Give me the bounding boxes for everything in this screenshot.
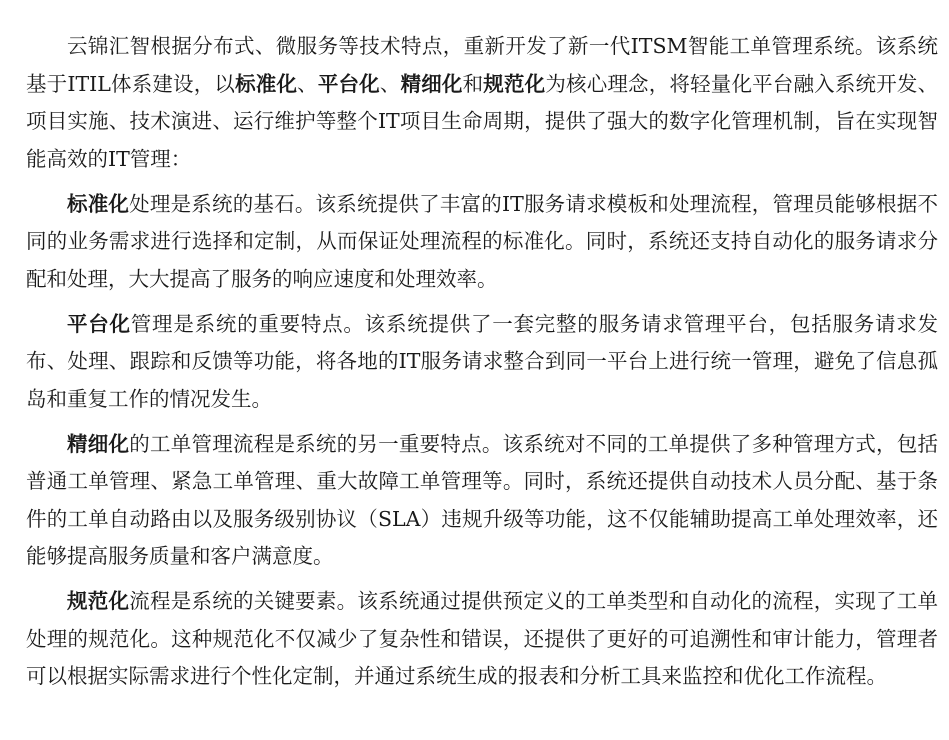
paragraph-keyword: 规范化 — [67, 589, 130, 613]
intro-paragraph — [26, 28, 938, 178]
keyword-standardization: 标准化 — [235, 71, 298, 96]
paragraph-keyword: 标准化 — [67, 191, 130, 216]
keyword-normalization: 规范化 — [483, 71, 546, 96]
separator: 和 — [462, 71, 484, 96]
paragraph-standardization — [26, 186, 938, 299]
paragraph-text: 的工单管理流程是系统的另一重要特点。该系统对不同的工单提供了多种管理方式，包括普通工单管理、紧急工单管理、重大故障工单管理等。同时，系统还提供自动技术人员分配、基于条件的工单自动路由以及服务级别协议（SLA）违规升级等功能，这不仅能辅助提高工单处理效率，还能够提高服务质量和客户满意度。 — [26, 431, 939, 568]
paragraph-text: 管理是系统的重要特点。该系统提供了一套完整的服务请求管理平台，包括服务请求发布、处理、跟踪和反馈等功能，将各地的IT服务请求整合到同一平台上进行统一管理，避免了信息孤岛和重复工作的情况发生。 — [26, 311, 939, 411]
paragraph-keyword: 精细化 — [67, 431, 130, 456]
intro-text-end: 为核心理念，将轻量化平台融入系统开发、项目实施、技术演进、运行维护等整个IT项目生命周期，提供了强大的数字化管理机制，旨在实现智能高效的IT管理： — [26, 71, 939, 171]
keyword-refinement: 精细化 — [400, 71, 463, 96]
intro-text-start: 云锦汇智根据分布式、微服务等技术特点，重新开发了新一代ITSM智能工单管理系统。该系统基于ITIL体系建设，以 — [26, 34, 938, 96]
separator: 、 — [379, 71, 401, 96]
document-body — [26, 28, 938, 696]
paragraph-platformization — [26, 306, 938, 419]
paragraph-text: 处理是系统的基石。该系统提供了丰富的IT服务请求模板和处理流程，管理员能够根据不同的业务需求进行选择和定制，从而保证处理流程的标准化。同时，系统还支持自动化的服务请求分配和处理，大大提高了服务的响应速度和处理效率。 — [26, 191, 938, 291]
separator: 、 — [297, 71, 318, 96]
paragraph-text: 流程是系统的关键要素。该系统通过提供预定义的工单类型和自动化的流程，实现了工单处理的规范化。这种规范化不仅减少了复杂性和错误，还提供了更好的可追溯性和审计能力，管理者可以根据实际需求进行个性化定制，并通过系统生成的报表和分析工具来监控和优化工作流程。 — [26, 589, 939, 688]
keyword-platformization: 平台化 — [317, 71, 380, 96]
paragraph-refinement — [26, 426, 938, 576]
paragraph-normalization — [26, 583, 938, 696]
paragraph-keyword: 平台化 — [67, 311, 131, 336]
